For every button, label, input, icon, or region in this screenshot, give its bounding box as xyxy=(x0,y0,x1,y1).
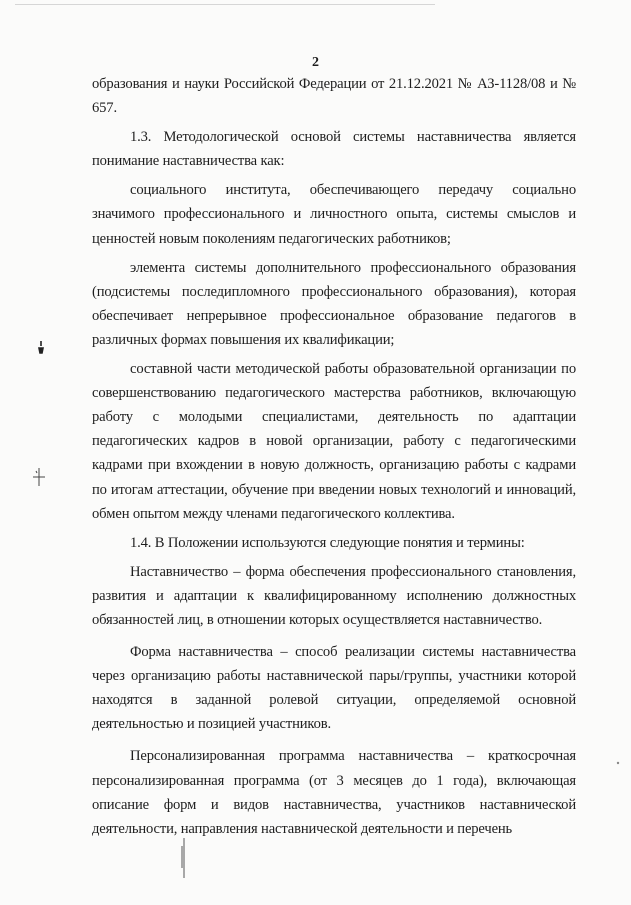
paragraph-continuation: образования и науки Российской Федерации от 21.12.2021 № АЗ-1128/08 и № 657. xyxy=(92,76,576,117)
page-number: 2 xyxy=(312,55,319,70)
paragraph-additional-education: элемента системы дополнительного профессионального образования (подсистемы последипломного профессионального образования), которая обеспечивает непрерывное профессиональное образование педагогов в различных формах повышения их квалификации; xyxy=(92,259,576,348)
scan-speck-mark xyxy=(37,340,45,356)
document-body xyxy=(92,72,576,841)
definition-personal-program: Персонализированная программа наставничества – краткосрочная персонализированная программа (от 3 месяцев до 1 года), включающая описание форм и видов наставничества, участников наставнической деятельности, направления наставнической деятельности и перечень xyxy=(92,748,576,837)
scan-dot-mark xyxy=(615,760,621,766)
paragraph-methodical-work: составной части методической работы образовательной организации по совершенствованию педагогического мастерства работников, включающую работу с молодыми специалистами, деятельность по адаптации педагогических кадров в новой организации, работу с педагогическими кадрами при вхождении в новую должность, организацию работы с кадрами по итогам аттестации, обучение при введении новых технологий и инноваций, обмен опытом между членами педагогического коллектива. xyxy=(92,361,576,522)
scan-edge-line xyxy=(15,4,435,5)
scan-cross-mark xyxy=(30,466,48,488)
definition-mentoring-form: Форма наставничества – способ реализации системы наставничества через организацию работы наставнической пары/группы, участники которой находятся в заданной ролевой ситуации, определяемой основной деятельностью и позицией участников. xyxy=(92,644,576,733)
paragraph-1-4: 1.4. В Положении используются следующие понятия и термины: xyxy=(130,534,525,551)
definition-mentoring: Наставничество – форма обеспечения профессионального становления, развития и адаптации к квалифицированному исполнению должностных обязанностей лиц, в отношении которых осуществляется наставничество. xyxy=(92,563,576,628)
scan-vertical-mark xyxy=(181,838,187,878)
paragraph-1-3: 1.3. Методологической основой системы наставничества является понимание наставничества как: xyxy=(92,129,576,170)
paragraph-social-institute: социального института, обеспечивающего передачу социально значимого профессионального и личностного опыта, системы смыслов и ценностей новым поколениям педагогических работников; xyxy=(92,182,576,247)
